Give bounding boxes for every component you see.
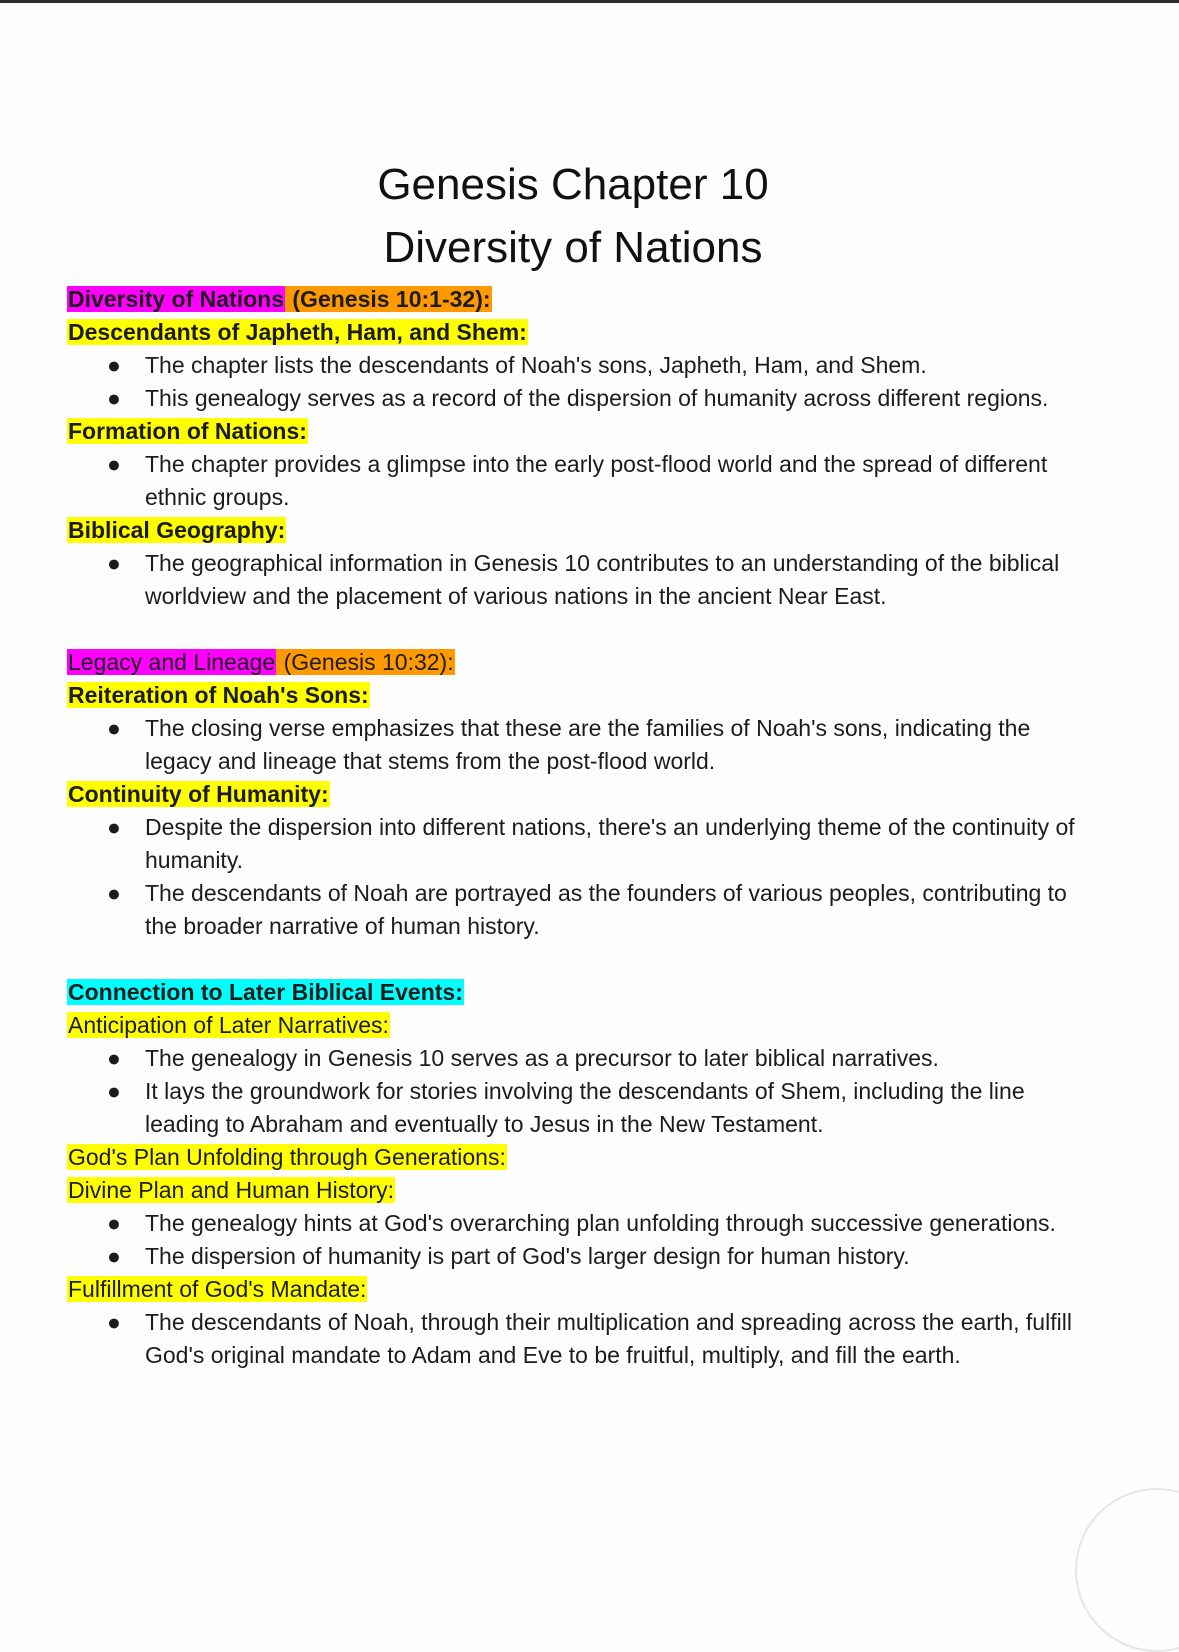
document-subtitle: Diversity of Nations	[383, 223, 763, 272]
subsection-title: Fulfillment of God's Mandate:	[68, 1276, 367, 1302]
subsection-title: Reiteration of Noah's Sons:	[68, 682, 369, 708]
subsection-title: Biblical Geography:	[68, 517, 286, 543]
list-item: ● This genealogy serves as a record of the dispersion of humanity across different regions.	[107, 385, 1049, 411]
list-item: ● The descendants of Noah, through their multiplication and spreading across the earth, fulfill God's original mandate to Adam and Eve to be fruitful, multiply, and fill the earth.	[107, 1309, 1072, 1368]
section-heading: Connection to Later Biblical Events:	[68, 979, 463, 1005]
list-item: ● The chapter lists the descendants of Noah's sons, Japheth, Ham, and Shem.	[107, 352, 927, 378]
top-edge-bar	[0, 0, 1179, 3]
list-item: ● The genealogy hints at God's overarching plan unfolding through successive generations.	[107, 1210, 1056, 1236]
list-item: ● It lays the groundwork for stories involving the descendants of Shem, including the line leading to Abraham and eventually to Jesus in the New Testament.	[107, 1078, 1025, 1137]
page-curl-decoration	[1075, 1488, 1179, 1652]
subsection-title: Descendants of Japheth, Ham, and Shem:	[68, 319, 527, 345]
document-body	[67, 283, 1127, 1372]
section-heading: Legacy and Lineage (Genesis 10:32):	[68, 649, 454, 675]
subsection-title: Divine Plan and Human History:	[68, 1177, 394, 1203]
list-item: ● The chapter provides a glimpse into the early post-flood world and the spread of different ethnic groups.	[107, 451, 1048, 510]
section-heading: Diversity of Nations (Genesis 10:1-32):	[68, 286, 491, 312]
subsection-title: Anticipation of Later Narratives:	[68, 1012, 389, 1038]
subsection-title: Continuity of Humanity:	[68, 781, 329, 807]
list-item: ● Despite the dispersion into different nations, there's an underlying theme of the continuity of humanity.	[107, 814, 1075, 873]
subsection-title: Formation of Nations:	[68, 418, 307, 444]
document-title: Genesis Chapter 10	[377, 160, 769, 209]
list-item: ● The dispersion of humanity is part of God's larger design for human history.	[107, 1243, 910, 1269]
list-item: ● The genealogy in Genesis 10 serves as a precursor to later biblical narratives.	[107, 1045, 939, 1071]
list-item: ● The closing verse emphasizes that these are the families of Noah's sons, indicating the legacy and lineage that stems from the post-flood world.	[107, 715, 1031, 774]
list-item: ● The descendants of Noah are portrayed as the founders of various peoples, contributing to the broader narrative of human history.	[107, 880, 1067, 939]
list-item: ● The geographical information in Genesis 10 contributes to an understanding of the biblical worldview and the placement of various nations in the ancient Near East.	[107, 550, 1060, 609]
subsection-title: God's Plan Unfolding through Generations:	[68, 1144, 506, 1170]
